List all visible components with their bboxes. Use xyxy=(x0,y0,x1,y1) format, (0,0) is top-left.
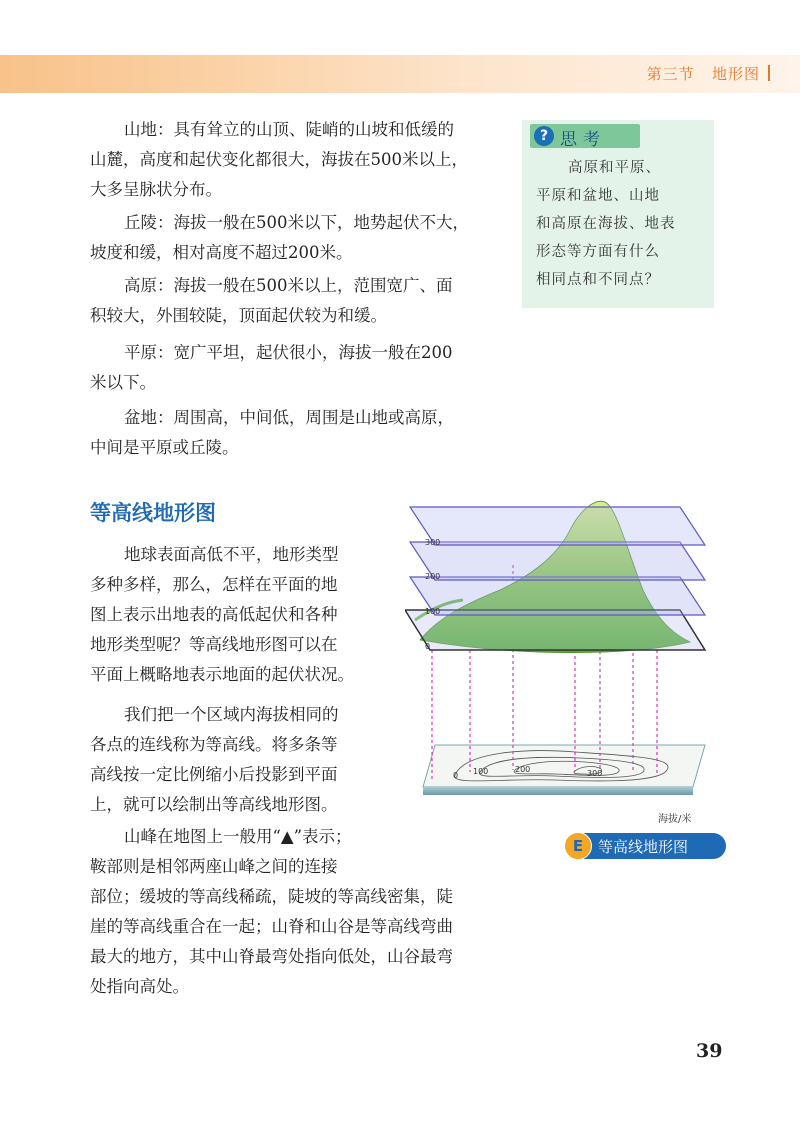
text-line: 高线按一定比例缩小后投影到平面 xyxy=(90,765,338,784)
header-section: 第三节 xyxy=(646,65,695,83)
text-line: 图上表示出地表的高低起伏和各种 xyxy=(90,605,338,624)
text-line: 大多呈脉状分布。 xyxy=(90,180,222,199)
map-label: 200 xyxy=(515,765,531,774)
plane-300 xyxy=(410,507,705,545)
text-line: 山峰在地图上一般用“▲”表示； xyxy=(124,827,352,846)
elevation-planes xyxy=(405,507,705,650)
text-line: 米以下。 xyxy=(90,373,156,392)
plane-0 xyxy=(405,610,705,650)
text-line: 多种多样，那么，怎样在平面的地 xyxy=(90,575,338,594)
contour-paragraph-1 xyxy=(90,540,354,690)
text-line: 鞍部则是相邻两座山峰之间的连接 xyxy=(90,857,338,876)
plane-100 xyxy=(410,577,705,615)
text-line: 平面上概略地表示地面的起伏状况。 xyxy=(90,665,354,684)
think-line: 形态等方面有什么 xyxy=(536,244,660,260)
section-title: 等高线地形图 xyxy=(90,501,216,525)
caption-letter: E xyxy=(564,832,592,860)
text-line: 山麓，高度和起伏变化都很大，海拔在500米以上， xyxy=(90,150,468,169)
think-box xyxy=(522,120,714,308)
think-line: 相同点和不同点？ xyxy=(536,272,660,288)
landform-basin xyxy=(90,403,454,463)
map-label: 100 xyxy=(473,767,489,776)
text-line: 平原：宽广平坦，起伏很小，海拔一般在200 xyxy=(124,343,453,362)
text-line: 积较大，外围较陡，顶面起伏较为和缓。 xyxy=(90,306,387,325)
landform-mountain xyxy=(90,115,468,205)
elevation-unit: 海拔/米 xyxy=(658,814,692,825)
text-line: 中间是平原或丘陵。 xyxy=(90,438,239,457)
plane-label: 100 xyxy=(425,607,441,616)
think-line: 和高原在海拔、地表 xyxy=(536,216,676,232)
running-header xyxy=(647,63,770,84)
contour-paragraph-2 xyxy=(90,700,339,820)
text-line: 崖的等高线重合在一起；山脊和山谷是等高线弯曲 xyxy=(90,917,453,936)
text-line: 盆地：周围高，中间低，周围是山地或高原， xyxy=(124,408,454,427)
text-line: 处指向高处。 xyxy=(90,977,189,996)
contour-paragraph-3 xyxy=(90,822,453,1002)
plane-200 xyxy=(410,542,705,580)
page-number: 39 xyxy=(696,1040,723,1062)
text-line: 最大的地方，其中山脊最弯处指向低处，山谷最弯 xyxy=(90,947,453,966)
plane-label: 0 xyxy=(425,642,431,651)
think-line: 高原和平原、 xyxy=(568,160,661,176)
contour-figure xyxy=(405,490,725,830)
landform-hill xyxy=(90,208,469,268)
text-line: 各点的连线称为等高线。将多条等 xyxy=(90,735,338,754)
map-label: 0 xyxy=(453,771,459,780)
text-line: 高原：海拔一般在500米以上，范围宽广、面 xyxy=(124,276,453,295)
text-line: 丘陵：海拔一般在500米以下，地势起伏不大， xyxy=(124,213,469,232)
text-line: 部位；缓坡的等高线稀疏，陡坡的等高线密集，陡 xyxy=(90,887,453,906)
base-map-edge xyxy=(423,787,693,795)
text-line: 上，就可以绘制出等高线地形图。 xyxy=(90,795,338,814)
plane-label: 200 xyxy=(425,572,441,581)
text-line: 山地：具有耸立的山顶、陡峭的山坡和低缓的 xyxy=(124,120,454,139)
think-body xyxy=(536,154,706,294)
think-line: 平原和盆地、山地 xyxy=(536,188,660,204)
map-label: 300 xyxy=(587,769,603,778)
text-line: 坡度和缓，相对高度不超过200米。 xyxy=(90,243,353,262)
text-line: 我们把一个区域内海拔相同的 xyxy=(124,705,339,724)
header-divider xyxy=(768,65,770,81)
caption-text: 等高线地形图 xyxy=(598,838,689,856)
think-title-bar xyxy=(530,124,640,148)
think-title: 思考 xyxy=(560,130,606,150)
plane-label: 300 xyxy=(425,538,441,547)
question-icon: ? xyxy=(534,126,554,146)
header-title: 地形图 xyxy=(711,65,760,83)
text-line: 地球表面高低不平，地形类型 xyxy=(124,545,339,564)
landform-plain xyxy=(90,338,453,398)
text-line: 地形类型呢？等高线地形图可以在 xyxy=(90,635,338,654)
figure-caption xyxy=(566,833,726,859)
landform-plateau xyxy=(90,271,453,331)
